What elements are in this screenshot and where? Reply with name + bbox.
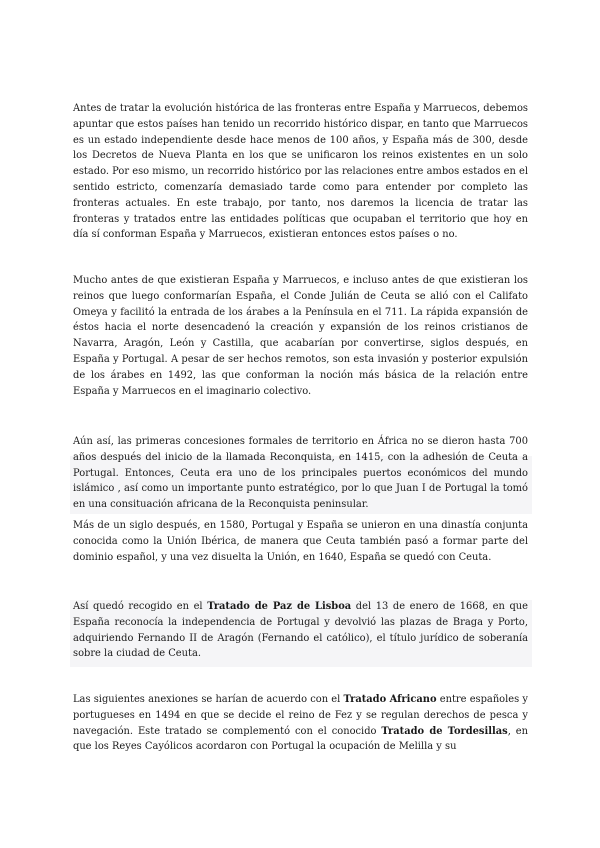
paragraph-tratado-africano bbox=[73, 692, 528, 755]
treaty-name: Tratado de Paz de Lisboa bbox=[207, 601, 352, 612]
paragraph-tratado-lisboa bbox=[73, 599, 528, 662]
text-segment: , en que los Reyes Cayólicos acordaron con Portugal la ocupación de Melilla y su bbox=[73, 725, 528, 753]
paragraph-ceuta-portugal: Aún así, las primeras concesiones formales de territorio en África no se dieron hasta 700 años después del inicio de la llamada Reconquista, en 1415, con la adhesión de Ceuta a Portugal. Entonces, Ceuta era uno de los principales puertos económicos del mundo islámico , así como un importante punto estratégico, por lo que Juan I de Portugal la tomó en una consituación africana de la Reconquista peninsular. bbox=[73, 436, 528, 511]
paragraph-conde-julian: Mucho antes de que existieran España y Marruecos, e incluso antes de que existieran los reinos que luego conformarían España, el Conde Julián de Ceuta se alió con el Califato Omeya y facilitó la entrada de los árabes a la Península en el 711. La rápida expansión de éstos hacia el norte desencadenó la creación y expansión de los reinos cristianos de Navarra, Aragón, León y Castilla, que acabarían por convertirse, siglos después, en España y Portugal. A pesar de ser hechos remotos, son esta invasión y posterior expulsión de los árabes en 1492, las que conforman la noción más básica de la relación entre España y Marruecos en el imaginario colectivo. bbox=[73, 275, 528, 397]
text-segment: del 13 de enero de 1668, en que España reconocía la independencia de Portugal y devolvió las plazas de Braga y Porto, adquiriendo Fernando II de Aragón (Fernando el católico), el título jurídico de soberanía sobre la ciudad de Ceuta. bbox=[73, 601, 528, 660]
treaty-name: Tratado de Tordesillas bbox=[381, 725, 508, 737]
text-segment: Las siguientes anexiones se harían de acuerdo con el bbox=[73, 694, 344, 705]
treaty-name: Tratado Africano bbox=[343, 694, 437, 705]
paragraph-union-iberica: Más de un siglo después, en 1580, Portugal y España se unieron en una dinastía conjunta conocida como la Unión Ibérica, de manera que Ceuta también pasó a formar parte del dominio español, y una vez disuelta la Unión, en 1640, España se quedó con Ceuta. bbox=[73, 520, 528, 563]
text-segment: entre españoles y portugueses en 1494 en que se decide el reino de Fez y se regulan derechos de pesca y navegación. Este tratado se complementó con el conocido bbox=[73, 694, 528, 737]
text-segment: Así quedó recogido en el bbox=[73, 601, 208, 612]
paragraph-intro: Antes de tratar la evolución histórica de las fronteras entre España y Marruecos, debemos apuntar que estos países han tenido un recorrido histórico dispar, en tanto que Marruecos es un estado independiente desde hace menos de 100 años, y España más de 300, desde los Decretos de Nueva Planta en los que se unificaron los reinos existentes en un solo estado. Por eso mismo, un recorrido histórico por las relaciones entre ambos estados en el sentido estricto, comenzaría demasiado tarde como para entender por completo las fronteras actuales. En este trabajo, por tanto, nos daremos la licencia de tratar las fronteras y tratados entre las entidades políticas que ocupaban el territorio que hoy en día sí conforman España y Marruecos, existieran entonces estos países o no. bbox=[73, 103, 528, 241]
